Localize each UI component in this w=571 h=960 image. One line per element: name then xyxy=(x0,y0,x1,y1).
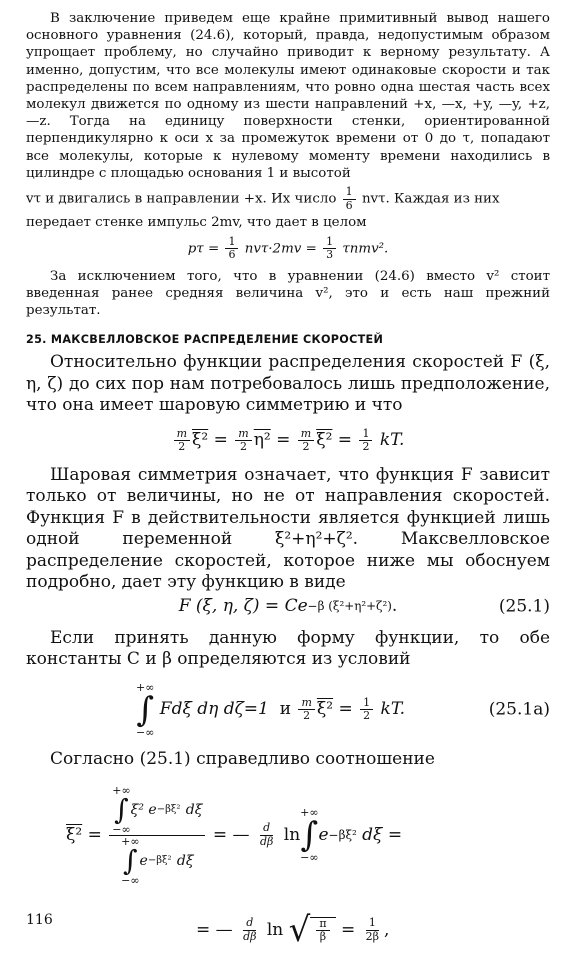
sqrt-beta: β xyxy=(319,930,327,944)
long-int-symbol: ∫ xyxy=(300,815,319,856)
eq-rhs: τnmv². xyxy=(342,241,389,257)
sym-frac-m2 xyxy=(298,428,314,454)
integral-lower: −∞ xyxy=(136,725,155,739)
eq-mid: nvτ·2mv = xyxy=(244,241,317,257)
num-int-symbol: ∫ xyxy=(114,792,129,826)
long-int-tail: dξ = xyxy=(362,824,403,845)
except-paragraph: За исключением того, что в уравнении (24.6) вместо v² стоит введенная ранее средняя величина v², это и есть наш прежний результат. xyxy=(26,268,550,319)
eq251-tail: . xyxy=(391,596,398,617)
vt-line xyxy=(26,186,550,212)
paragraph-1: Относительно функции распределения скоростей F (ξ, η, ζ) до сих пор нам потребовалось лишь предположение, что она имеет шаровую симметрию и что xyxy=(26,352,550,416)
vt-line-after: nvτ. Каждая из них xyxy=(361,191,500,207)
vt-line-before: vτ и двигались в направлении +x. Их число xyxy=(26,191,337,207)
eq251a-two: 2 xyxy=(303,709,311,723)
sym-frac-m2 xyxy=(174,428,190,454)
eq-frac-third xyxy=(323,236,336,262)
line2-result xyxy=(363,917,382,943)
eq251a-one: 1 xyxy=(360,697,373,711)
long-deriv xyxy=(257,822,276,848)
equation-number-25-1a: (25.1a) xyxy=(488,699,550,720)
long-integral xyxy=(300,807,318,863)
long-int-exp: −βξ² xyxy=(328,827,357,842)
section-heading: 25. МАКСВЕЛЛОВСКОЕ РАСПРЕДЕЛЕНИЕ СКОРОСТЕЙ xyxy=(26,333,384,347)
long-int-upper: +∞ xyxy=(300,806,319,820)
eq251a-m: m xyxy=(298,697,314,711)
eq251-text: F (ξ, η, ζ) = Ce xyxy=(178,596,308,617)
sqrt-radical: √ xyxy=(288,910,311,951)
impulse-line: передает стенке импульс 2mv, что дает в целом xyxy=(26,215,367,231)
sym-zeta: ξ² xyxy=(316,430,333,451)
eq251-exponent: −β (ξ²+η²+ζ²) xyxy=(307,599,392,614)
sym-one: 1 xyxy=(359,428,372,442)
eq-frac-den: 3 xyxy=(326,248,334,262)
eq251a-frac-half xyxy=(360,697,373,723)
eq251a-frac-m2 xyxy=(298,697,314,723)
eq-frac-num: 1 xyxy=(225,236,238,250)
long-dbeta: dβ xyxy=(259,834,274,848)
equation-25-1a: +∞ ∫ −∞ Fdξ dη dζ=1 и $\frac{m}{2}$ ξ² = $\frac{1}{2}$ kT. (25.1a) xyxy=(136,680,550,739)
eq251a-and: и xyxy=(279,699,292,720)
line2-sqrt xyxy=(288,910,336,951)
sym-two: 2 xyxy=(362,440,370,454)
eq251a-xi2: ξ² xyxy=(316,699,334,720)
equation-long-line-2: = — $\frac{d}{d\beta}$ ln √ $\frac{\pi}{\beta}$ = $\frac{1}{2\beta}$ , xyxy=(196,910,390,951)
den-int-symbol: ∫ xyxy=(123,843,138,877)
paragraph-2: Шаровая симметрия означает, что функция F зависит только от величины, но не от направления скоростей. Функция F в действительности является функцией лишь одной переменной ξ²+η²+ζ². Максвелловское распределение скоростей, которое ниже мы обоснуем подробно, дает эту функцию в виде xyxy=(26,464,550,593)
num-integral xyxy=(112,785,130,835)
sym-two: 2 xyxy=(239,440,247,454)
equation-number-25-1: (25.1) xyxy=(498,596,550,617)
equation-25-1 xyxy=(26,594,550,620)
long-lhs: ξ² xyxy=(66,824,83,845)
sym-two: 2 xyxy=(178,440,186,454)
line2-ln: ln xyxy=(266,919,284,940)
den-tail: dξ xyxy=(176,852,194,869)
long-e: e xyxy=(318,824,329,845)
integral-upper: +∞ xyxy=(136,680,155,694)
sym-frac-m2 xyxy=(235,428,251,454)
eq-frac-den: 6 xyxy=(228,248,236,262)
num-integrand: ξ² e xyxy=(130,801,157,818)
line2-tail: , xyxy=(384,919,390,940)
integral-symbol: ∫ xyxy=(136,689,155,730)
sym-xi: ξ² xyxy=(192,430,209,451)
eq251a-integrand: Fdξ dη dζ=1 xyxy=(159,699,269,720)
den-int-upper: +∞ xyxy=(121,834,140,848)
integral-sign xyxy=(136,682,154,738)
long-ln: ln xyxy=(283,824,301,845)
line2-dbeta: dβ xyxy=(243,929,257,943)
line2-d: d xyxy=(243,917,256,931)
eq251a-two: 2 xyxy=(363,709,371,723)
long-big-fraction xyxy=(109,785,205,886)
sym-frac-half xyxy=(359,428,372,454)
long-d: d xyxy=(260,822,273,836)
eq-frac-num: 1 xyxy=(323,236,336,250)
eq251a-rhs: kT. xyxy=(380,699,406,720)
line2-one: 1 xyxy=(366,917,379,931)
paragraph-3: Если принять данную форму функции, то обе константы C и β определяются из условий xyxy=(26,627,550,670)
sym-m: m xyxy=(174,428,190,442)
page-number: 116 xyxy=(26,912,53,928)
fraction-one-sixth xyxy=(343,186,356,212)
equation-p-tau xyxy=(26,236,550,262)
sym-kt: kT. xyxy=(379,430,405,451)
paragraph-4: Согласно (25.1) справедливо соотношение xyxy=(50,748,435,769)
sym-m: m xyxy=(298,428,314,442)
num-exp: −βξ² xyxy=(156,804,181,816)
den-exp: −βξ² xyxy=(147,855,172,867)
long-numerator xyxy=(109,785,205,836)
sqrt-fraction xyxy=(316,918,329,944)
eq-lhs: pτ = xyxy=(187,241,220,257)
long-denominator xyxy=(118,836,196,886)
num-int-lower: −∞ xyxy=(112,822,131,836)
den-integrand: e xyxy=(139,852,148,869)
sym-eta: η² xyxy=(253,430,271,451)
sym-m: m xyxy=(235,428,251,442)
long-int-lower: −∞ xyxy=(300,851,319,865)
sqrt-pi: π xyxy=(316,918,329,932)
fraction-den: 6 xyxy=(345,198,353,212)
num-int-upper: +∞ xyxy=(112,783,131,797)
fraction-num: 1 xyxy=(343,186,356,200)
eq-frac-sixth xyxy=(225,236,238,262)
sqrt-body xyxy=(310,917,335,944)
num-tail: dξ xyxy=(185,801,203,818)
equation-symmetry: $\frac{m}{2}$ ξ² = $\frac{m}{2}$ η² = $\frac{m}{2}$ ξ² = $\frac{1}{2}$ kT. xyxy=(26,417,550,465)
sym-two: 2 xyxy=(302,440,310,454)
den-integral xyxy=(121,836,139,886)
line2-two-beta: 2β xyxy=(365,929,379,943)
line2-deriv xyxy=(240,917,259,943)
den-int-lower: −∞ xyxy=(121,873,140,887)
page xyxy=(26,10,550,960)
intro-paragraph: В заключение приведем еще крайне примитивный вывод нашего основного уравнения (24.6), который, правда, недопустимым образом упрощает проблему, но случайно приводит к верному результату. А именно, допустим, что все молекулы имеют одинаковые скорости и так распределены по всем направлениям, что ровно одна шестая часть всех молекул движется по одному из шести направлений +x, —x, +y, —y, +z, —z. Тогда на единицу поверхности стенки, ориентированной перпендикулярно к оси x за промежуток времени от 0 до τ, попадают все молекулы, которые к нулевому моменту времени находились в цилиндре с площадью основания 1 и высотой xyxy=(26,11,550,181)
equation-long-line-1: ξ² = +∞ ∫ −∞ ξ² e −βξ² dξ +∞ ∫ −∞ e −βξ² dξ = — $\frac{d}{d\beta}$ ln +∞ ∫ −∞ e −βξ² dξ = xyxy=(66,783,403,887)
